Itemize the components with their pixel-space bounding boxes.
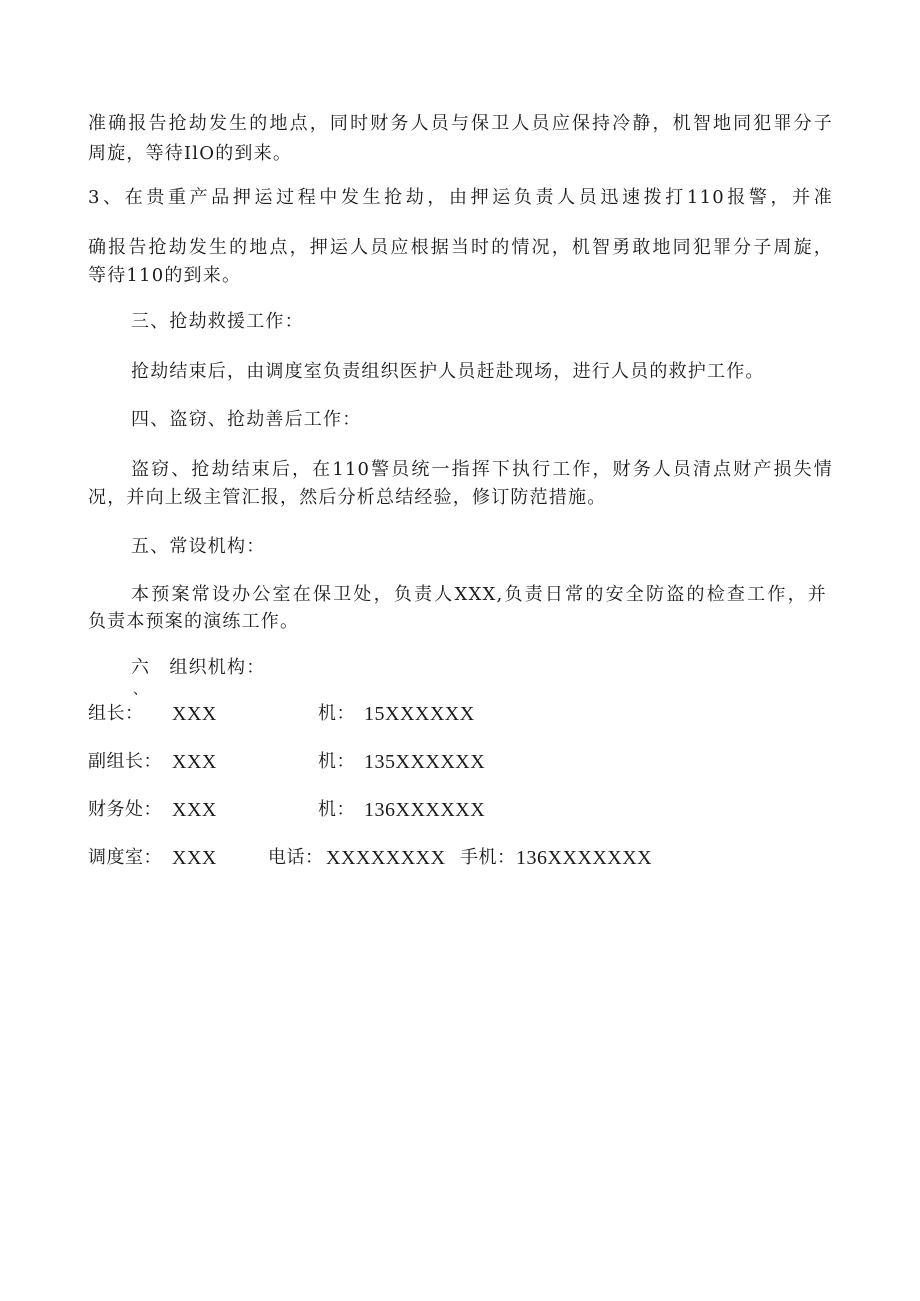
section-heading: 六 组织机构： [131, 657, 266, 678]
section-heading: 五、常设机构： [131, 536, 266, 557]
contact-role: 副组长： [88, 751, 162, 772]
paragraph-line: 本预案常设办公室在保卫处，负责人XXX,负责日常的安全防盗的检查工作，并 [131, 584, 827, 605]
section-heading: 三、抢劫救援工作： [131, 311, 304, 332]
contact-role: 组长： [88, 703, 144, 724]
contact-mobile: 136XXXXXXX [516, 847, 653, 869]
paragraph-line: 抢劫结束后，由调度室负责组织医护人员赶赴现场，进行人员的救护工作。 [131, 361, 765, 382]
contact-mobile-label: 手机： [460, 847, 516, 868]
contact-phone: XXXXXXXX [326, 847, 446, 869]
paragraph-line: 确报告抢劫发生的地点，押运人员应根据当时的情况，机智勇敢地同犯罪分子周旋， [88, 237, 833, 258]
paragraph-line: 负责本预案的演练工作。 [88, 611, 300, 632]
contact-role: 财务处： [88, 799, 162, 820]
contact-mobile: 135XXXXXX [364, 751, 486, 773]
contact-mobile-label: 机： [318, 799, 355, 820]
contact-name: XXX [172, 799, 217, 821]
paragraph-line: 周旋，等待IlO的到来。 [88, 143, 293, 164]
contact-phone-label: 电话： [268, 847, 324, 868]
contact-name: XXX [172, 751, 217, 773]
comma-mark: 、 [133, 682, 147, 698]
paragraph-line: 盗窃、抢劫结束后，在110警员统一指挥下执行工作，财务人员清点财产损失情 [131, 459, 833, 480]
paragraph-line: 3、在贵重产品押运过程中发生抢劫，由押运负责人员迅速拨打110报警，并准 [88, 187, 833, 208]
paragraph-line: 准确报告抢劫发生的地点，同时财务人员与保卫人员应保持冷静，机智地同犯罪分子 [88, 113, 833, 134]
section-heading: 四、盗窃、抢劫善后工作： [131, 409, 362, 430]
contact-mobile-label: 机： [318, 751, 355, 772]
paragraph-line: 等待110的到来。 [88, 265, 242, 286]
contact-mobile: 136XXXXXX [364, 799, 486, 821]
contact-mobile: 15XXXXXX [364, 703, 475, 725]
contact-name: XXX [172, 847, 217, 869]
contact-name: XXX [172, 703, 217, 725]
paragraph-line: 况，并向上级主管汇报，然后分析总结经验，修订防范措施。 [88, 487, 607, 508]
contact-role: 调度室： [88, 847, 162, 868]
contact-mobile-label: 机： [318, 703, 355, 724]
